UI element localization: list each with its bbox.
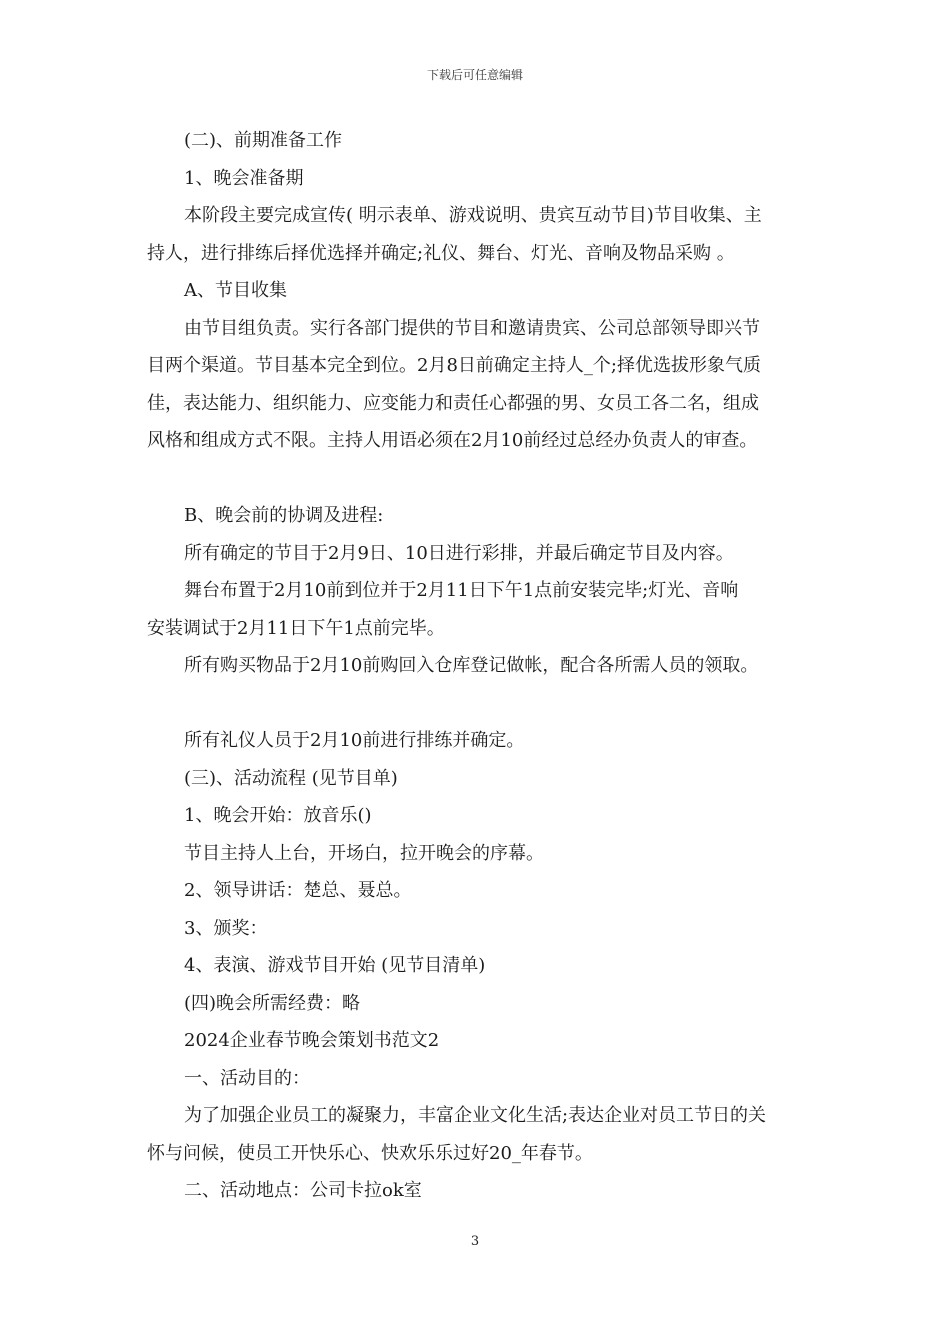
paragraph-line: 所有确定的节目于2月9日、10日进行彩排，并最后确定节目及内容。 <box>184 542 734 564</box>
subheading-preparation-period: 1、晚会准备期 <box>184 167 304 189</box>
paragraph-line: 佳，表达能力、组织能力、应变能力和责任心都强的男、女员工各二名，组成 <box>147 392 759 414</box>
list-item: 1、晚会开始：放音乐() <box>184 805 372 826</box>
paragraph-line: 由节目组负责。实行各部门提供的节目和邀请贵宾、公司总部领导即兴节 <box>184 317 760 339</box>
paragraph-line: 目两个渠道。节目基本完全到位。2月8日前确定主持人_个;择优选拔形象气质 <box>147 355 761 376</box>
blank-line <box>147 460 810 498</box>
paragraph-line: 节目主持人上台，开场白，拉开晚会的序幕。 <box>184 842 544 864</box>
section-heading-preparation: (二)、前期准备工作 <box>184 130 343 151</box>
list-item: 2、领导讲话：楚总、聂总。 <box>184 880 412 901</box>
blank-line <box>147 685 810 723</box>
document-body <box>147 122 810 1210</box>
page-header-note: 下载后可任意编辑 <box>426 68 523 82</box>
section-heading-location: 二、活动地点：公司卡拉ok室 <box>184 1180 422 1201</box>
list-item: 4、表演、游戏节目开始 (见节目清单) <box>184 955 486 976</box>
subheading-program-collection: A、节目收集 <box>184 280 287 301</box>
paragraph-line: 持人，进行排练后择优选择并确定;礼仪、舞台、灯光、音响及物品采购 。 <box>147 242 735 264</box>
page-number: 3 <box>470 1234 480 1249</box>
paragraph-line: 怀与问候，使员工开快乐心、快欢乐乐过好20_年春节。 <box>147 1142 593 1164</box>
paragraph-line: 所有礼仪人员于2月10前进行排练并确定。 <box>184 730 525 751</box>
document-subtitle: 2024企业春节晚会策划书范文2 <box>184 1030 440 1051</box>
list-item: 3、颁奖： <box>184 917 268 939</box>
paragraph-line: 所有购买物品于2月10前购回入仓库登记做帐，配合各所需人员的领取。 <box>184 655 759 676</box>
section-heading-purpose: 一、活动目的： <box>184 1067 310 1089</box>
paragraph-line: 为了加强企业员工的凝聚力，丰富企业文化生活;表达企业对员工节日的关 <box>184 1105 767 1126</box>
paragraph-line: 本阶段主要完成宣传( 明示表单、游戏说明、贵宾互动节目)节目收集、主 <box>184 205 762 226</box>
section-heading-budget: (四)晚会所需经费：略 <box>184 992 361 1014</box>
subheading-coordination: B、晚会前的协调及进程: <box>184 505 384 526</box>
paragraph-line: 安装调试于2月11日下午1点前完毕。 <box>147 617 445 639</box>
paragraph-line: 舞台布置于2月10前到位并于2月11日下午1点前安装完毕;灯光、音响 <box>184 580 739 601</box>
section-heading-activity-flow: (三)、活动流程 (见节目单) <box>184 767 398 789</box>
paragraph-line: 风格和组成方式不限。主持人用语必须在2月10前经过总经办负责人的审查。 <box>147 430 758 451</box>
